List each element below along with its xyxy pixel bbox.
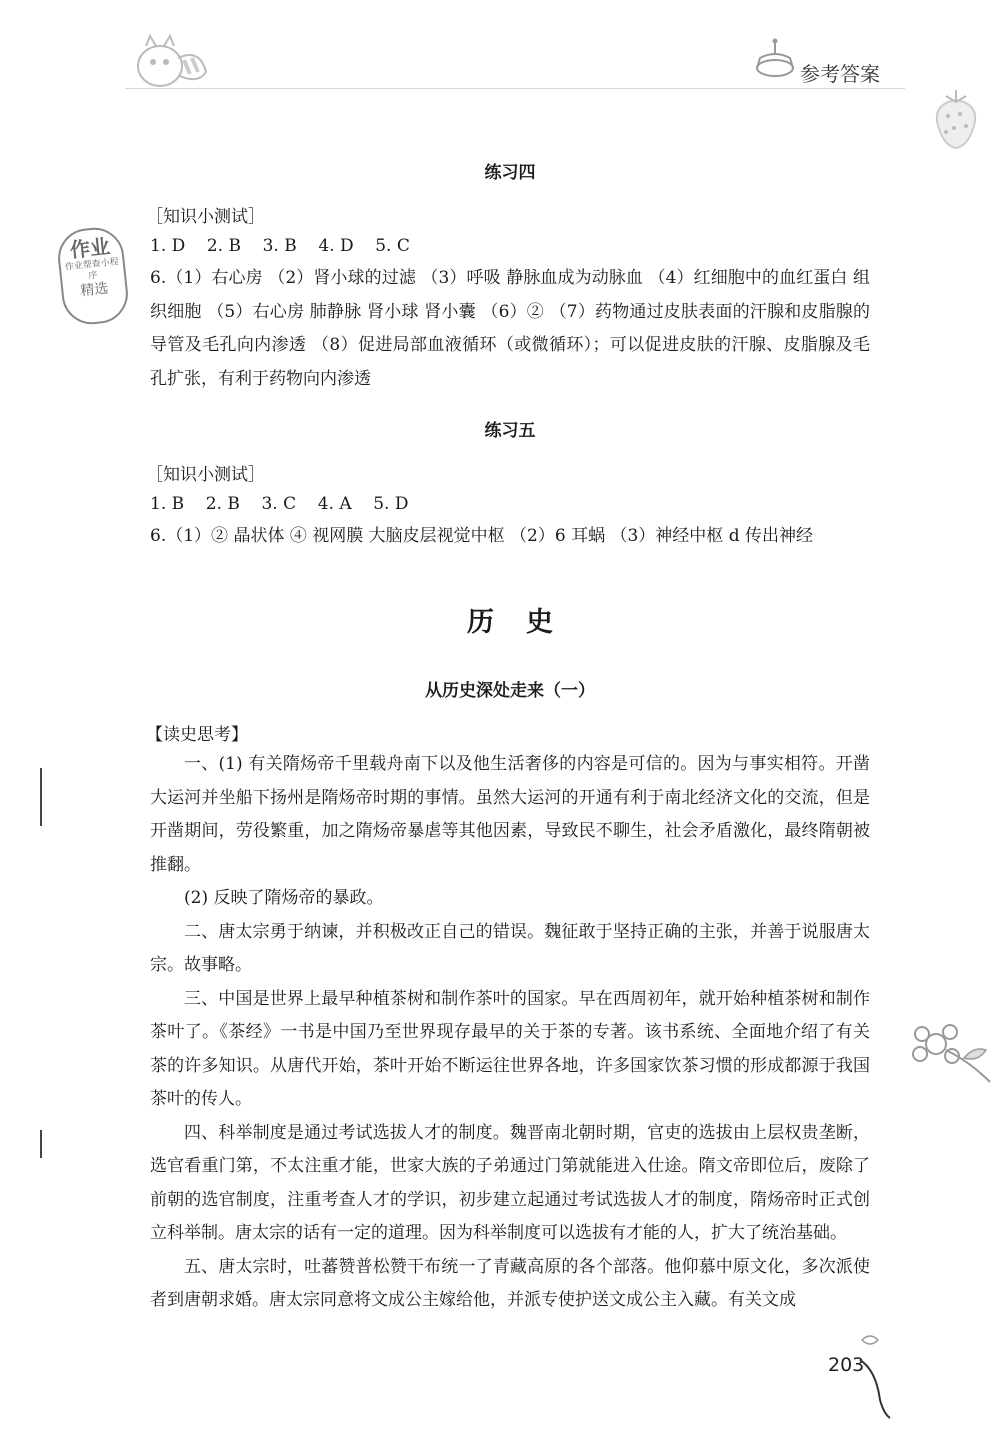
section-label: ［知识小测试］ (146, 207, 265, 227)
section-label: 【读史思考】 (146, 725, 248, 745)
mcq-answers: 1. B 2. B 3. C 4. A 5. D (150, 494, 409, 514)
history-answers (150, 748, 870, 1318)
scan-mark (40, 768, 42, 826)
section-title-exercise-5: 练习五 (484, 421, 536, 441)
flower-icon (900, 1012, 996, 1088)
strawberry-icon (928, 86, 984, 152)
answer-paragraph-1: 一、(1) 有关隋炀帝千里载舟南下以及他生活奢侈的内容是可信的。因为与事实相符。开凿大运河并坐船下扬州是隋炀帝时期的事情。虽然大运河的开通有利于南北经济文化的交流，但是开凿期间，劳役繁重，加之隋炀帝暴虐等其他因素，导致民不聊生，社会矛盾激化，最终隋朝被推翻。 (150, 754, 870, 875)
answer-paragraph-6: 五、唐太宗时，吐蕃赞普松赞干布统一了青藏高原的各个部落。他仰慕中原文化，多次派使者到唐朝求婚。唐太宗同意将文成公主嫁给他，并派专使护送文成公主入藏。有关文成 (150, 1256, 870, 1310)
header-rule (125, 88, 905, 89)
mcq-answers: 1. D 2. B 3. B 4. D 5. C (150, 236, 410, 256)
answer-text: 6.（1）② 晶状体 ④ 视网膜 大脑皮层视觉中枢 （2）6 耳蜗 （3）神经中枢 d 传出神经 (150, 526, 813, 546)
section-label: ［知识小测试］ (146, 465, 265, 485)
stamp-line-1: 作业 (68, 234, 112, 263)
answer-paragraph (150, 262, 870, 396)
cake-icon (752, 36, 798, 80)
answer-paragraph-5: 四、科举制度是通过考试选拔人才的制度。魏晋南北朝时期，官吏的选拔由上层权贵垄断，选官看重门第，不太注重才能，世家大族的子弟通过门第就能进入仕途。隋文帝即位后，废除了前朝的选官制度，注重考查人才的学识，初步建立起通过考试选拔人才的制度，隋炀帝时正式创立科举制。唐太宗的话有一定的道理。因为科举制度可以选拔有才能的人，扩大了统治基础。 (150, 1122, 870, 1243)
subject-title-history: 历史 (467, 607, 585, 638)
header-label: 参考答案 (800, 62, 880, 86)
section-title-exercise-4: 练习四 (484, 163, 536, 183)
answer-paragraph-2: (2) 反映了隋炀帝的暴政。 (184, 888, 384, 908)
scan-mark (40, 1130, 42, 1158)
unit-title: 从历史深处走来（一） (425, 681, 595, 701)
page-corner-flourish (856, 1330, 896, 1420)
answer-paragraph (150, 520, 870, 554)
stamp-line-3: 精选 (79, 280, 110, 299)
watermark-stamp (55, 225, 131, 327)
page-number: 203 (828, 1354, 865, 1376)
stamp-line-2: 作业帮查小程序 (64, 257, 120, 282)
raccoon-icon (120, 28, 212, 98)
answer-text: 6.（1）右心房 （2）肾小球的过滤 （3）呼吸 静脉血成为动脉血 （4）红细胞中的血红蛋白 组织细胞 （5）右心房 肺静脉 肾小球 肾小囊 （6）② （7）药物通过皮肤表面的汗腺和皮脂腺的导管及毛孔向内渗透 （8）促进局部血液循环（或微循环）；可以促进皮肤的汗腺、皮脂腺及毛孔扩张，有利于药物向内渗透 (150, 268, 870, 389)
answer-paragraph-3: 二、唐太宗勇于纳谏，并积极改正自己的错误。魏征敢于坚持正确的主张，并善于说服唐太宗。故事略。 (150, 921, 870, 975)
answer-paragraph-4: 三、中国是世界上最早种植茶树和制作茶叶的国家。早在西周初年，就开始种植茶树和制作茶叶了。《茶经》一书是中国乃至世界现存最早的关于茶的专著。该书系统、全面地介绍了有关茶的许多知识。从唐代开始，茶叶开始不断运往世界各地，许多国家饮茶习惯的形成都源于我国茶叶的传人。 (150, 988, 870, 1109)
